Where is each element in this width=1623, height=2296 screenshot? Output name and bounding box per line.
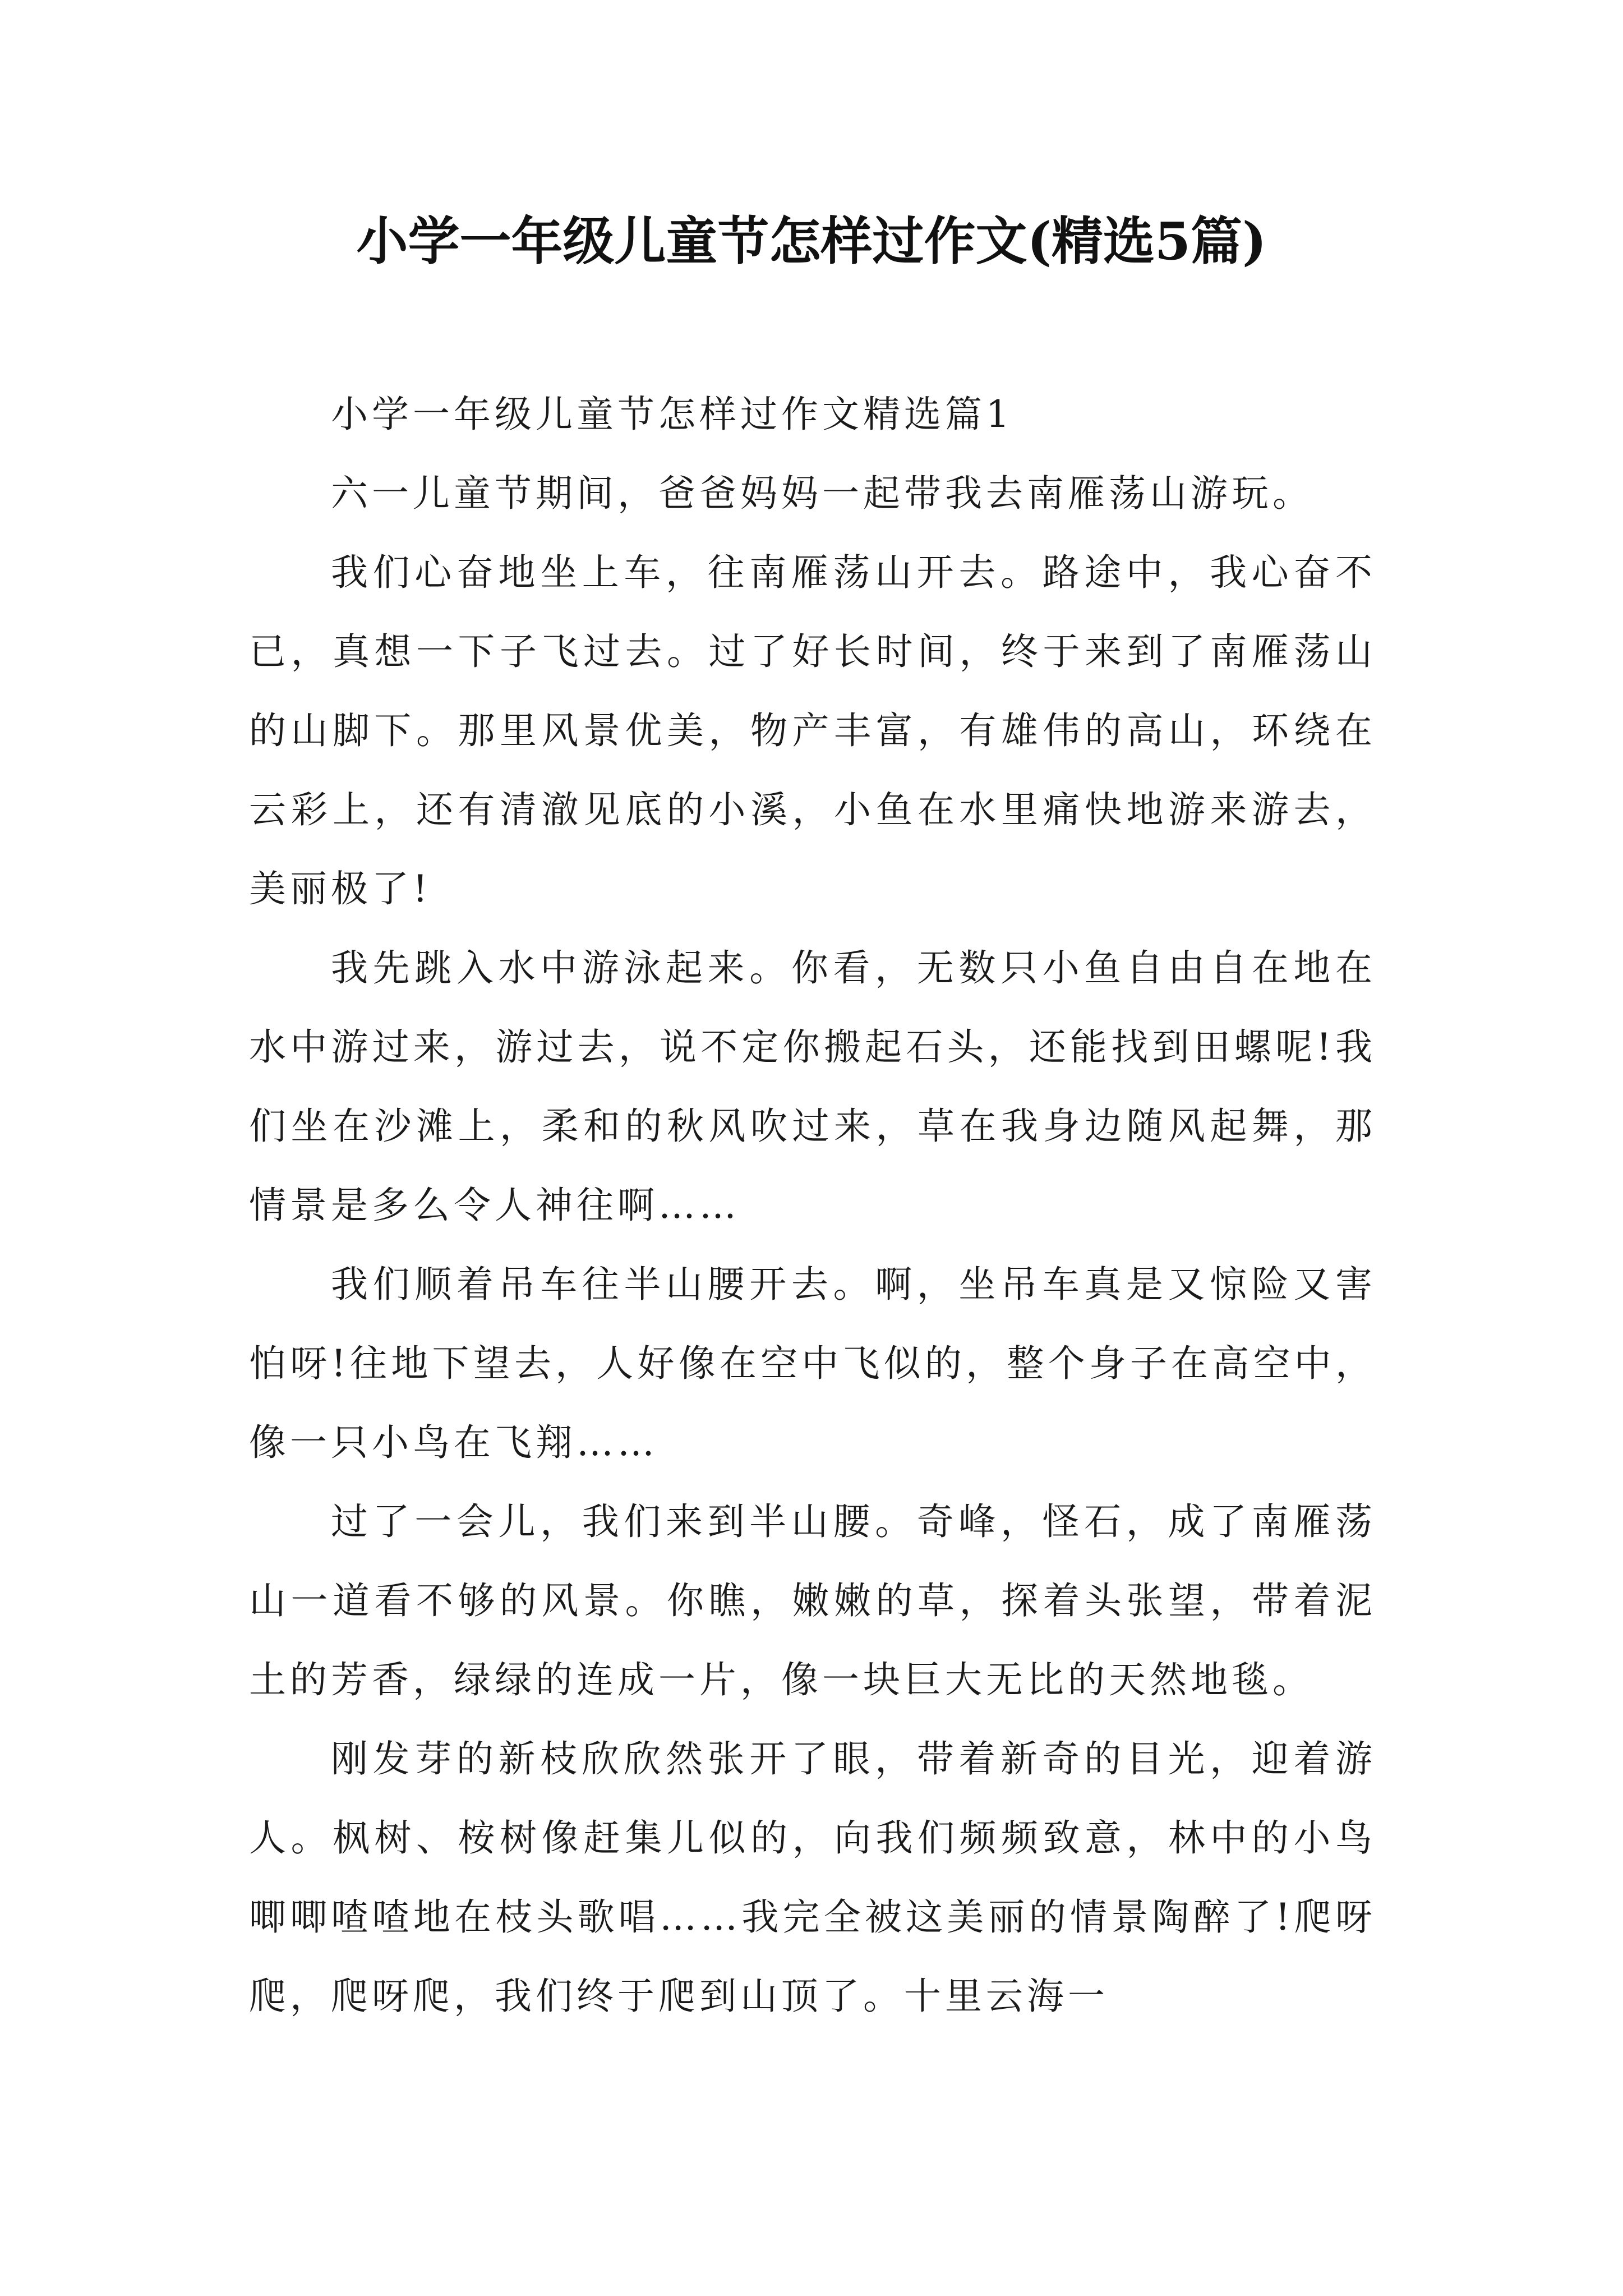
paragraph-1: 六一儿童节期间，爸爸妈妈一起带我去南雁荡山游玩。: [331, 472, 1313, 515]
paragraph-6: 刚发芽的新枝欣欣然张开了眼，带着新奇的目光，迎着游人。枫树、桉树像赶集儿似的，向我们频频致意，林中的小鸟唧唧喳喳地在枝头歌唱……我完全被这美丽的情景陶醉了!爬呀爬，爬呀爬，我们终于爬到山顶了。十里云海一: [249, 1737, 1376, 2018]
paragraph-4: 我们顺着吊车往半山腰开去。啊，坐吊车真是又惊险又害怕呀!往地下望去，人好像在空中飞似的，整个身子在高空中，像一只小鸟在飞翔……: [249, 1263, 1376, 1464]
paragraph-3: 我先跳入水中游泳起来。你看，无数只小鱼自由自在地在水中游过来，游过去，说不定你搬起石头，还能找到田螺呢!我们坐在沙滩上，柔和的秋风吹过来，草在我身边随风起舞，那情景是多么令人神往啊……: [249, 946, 1376, 1227]
document-body: [249, 375, 1376, 2036]
paragraph-2: 我们心奋地坐上车，往南雁荡山开去。路途中，我心奋不已，真想一下子飞过去。过了好长时间，终于来到了南雁荡山的山脚下。那里风景优美，物产丰富，有雄伟的高山，环绕在云彩上，还有清澈见底的小溪，小鱼在水里痛快地游来游去，美丽极了!: [249, 551, 1376, 910]
paragraph-5: 过了一会儿，我们来到半山腰。奇峰，怪石，成了南雁荡山一道看不够的风景。你瞧，嫩嫩的草，探着头张望，带着泥土的芳香，绿绿的连成一片，像一块巨大无比的天然地毯。: [249, 1500, 1376, 1701]
document-title: 小学一年级儿童节怎样过作文(精选5篇): [356, 211, 1267, 272]
section-heading: 小学一年级儿童节怎样过作文精选篇1: [331, 393, 1013, 436]
